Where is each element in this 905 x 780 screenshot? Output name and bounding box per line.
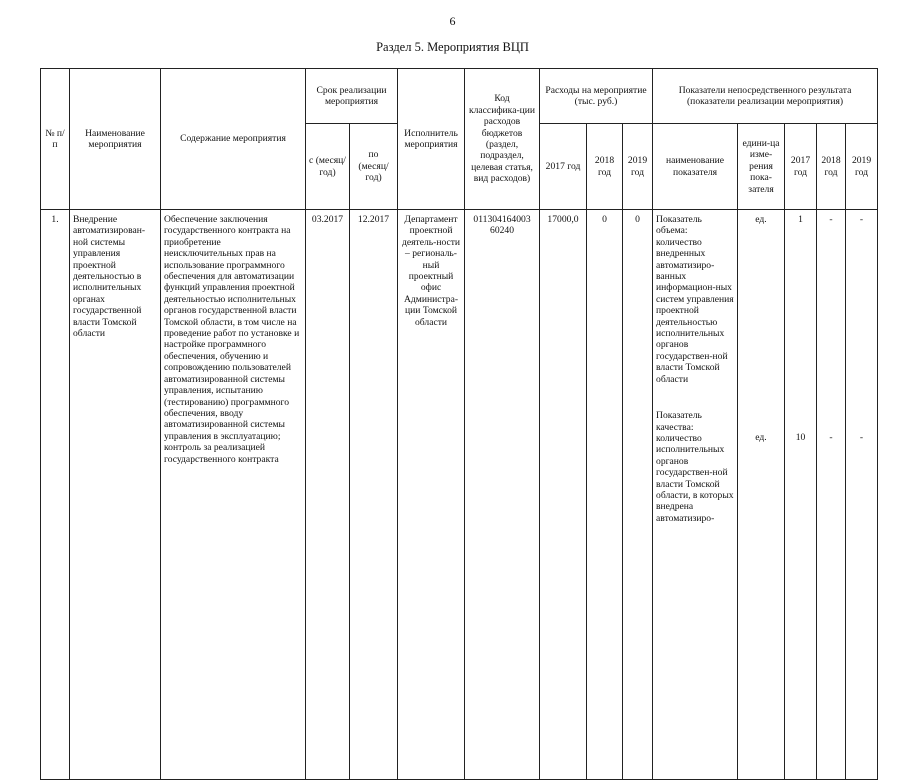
header-period-to: по (месяц/ год) bbox=[350, 124, 398, 210]
table-row bbox=[41, 210, 878, 780]
header-expenses: Расходы на мероприятие (тыс. руб.) bbox=[540, 69, 653, 124]
row-num: 1. bbox=[41, 210, 70, 780]
row-executor: Департамент проектной деятель-ности – региональ-ный проектный офис Администра-ции Томской области bbox=[398, 210, 465, 780]
section-title: Раздел 5. Мероприятия ВЦП bbox=[376, 40, 529, 54]
header-exp-2019: 2019 год bbox=[623, 124, 653, 210]
indicator-value-2018: - bbox=[829, 432, 833, 444]
row-exp-2017: 17000,0 bbox=[540, 210, 587, 780]
row-ind-2018 bbox=[817, 210, 846, 780]
header-executor: Исполнитель мероприятия bbox=[398, 69, 465, 210]
row-period-to: 12.2017 bbox=[350, 210, 398, 780]
page-number: 6 bbox=[449, 14, 456, 28]
row-exp-2018: 0 bbox=[587, 210, 623, 780]
row-exp-2019: 0 bbox=[623, 210, 653, 780]
row-ind-unit bbox=[738, 210, 785, 780]
header-name: Наименование мероприятия bbox=[70, 69, 161, 210]
row-ind-2019 bbox=[846, 210, 878, 780]
header-ind-unit: едини-ца изме-рения пока-зателя bbox=[738, 124, 785, 210]
indicator-unit: ед. bbox=[755, 214, 767, 225]
header-exp-2017: 2017 год bbox=[540, 124, 587, 210]
header-period-from: с (месяц/ год) bbox=[306, 124, 350, 210]
header-num: № п/п bbox=[41, 69, 70, 210]
header-ind-name: наименование показателя bbox=[653, 124, 738, 210]
header-ind-2019: 2019 год bbox=[846, 124, 878, 210]
indicator-value-2019: - bbox=[859, 214, 864, 225]
row-content: Обеспечение заключения государственного контракта на приобретение неисключительных прав на использование программного обеспечения для автоматизации функций управления проектной деятельностью исполнительных органов государственной власти Томской области, в том числе на проведение работ по установке и настройке программного обеспечения, обучению и сопровождению пользователей автоматизированной системы управления, испытанию (тестированию) программного обеспечения, вводу автоматизированной системы управления в эксплуатацию; контроль за реализацией государственного контракта bbox=[161, 210, 306, 780]
indicator-unit: ед. bbox=[755, 432, 767, 444]
row-name: Внедрение автоматизирован-ной системы управления проектной деятельностью в исполнительных органах государственной власти Томской области bbox=[70, 210, 161, 780]
header-indicators: Показатели непосредственного результата (показатели реализации мероприятия) bbox=[653, 69, 878, 124]
row-ind-name bbox=[653, 210, 738, 780]
row-code-line: 60240 bbox=[490, 225, 514, 237]
header-period: Срок реализации мероприятия bbox=[306, 69, 398, 124]
header-ind-2017: 2017 год bbox=[785, 124, 817, 210]
header-ind-2018: 2018 год bbox=[817, 124, 846, 210]
measures-table bbox=[40, 68, 878, 780]
header-exp-2018: 2018 год bbox=[587, 124, 623, 210]
row-code bbox=[465, 210, 540, 780]
indicator-value-2019: - bbox=[859, 432, 864, 444]
header-code: Код классифика-ции расходов бюджетов (раздел, подраздел, целевая статья, вид расходов) bbox=[465, 69, 540, 210]
indicator-value-2018: - bbox=[829, 214, 833, 225]
header-content: Содержание мероприятия bbox=[161, 69, 306, 210]
indicator-name: Показатель объема: количество внедренных автоматизиро-ванных информацион-ных систем управления проектной деятельностью исполнительных органов государствен-ной власти Томской области bbox=[656, 214, 734, 385]
indicator-name: Показатель качества: количество исполнительных органов государствен-ной власти Томской области, в которых внедрена автоматизиро- bbox=[656, 410, 734, 524]
indicator-value-2017: 1 bbox=[798, 214, 803, 225]
row-ind-2017 bbox=[785, 210, 817, 780]
row-period-from: 03.2017 bbox=[306, 210, 350, 780]
indicator-value-2017: 10 bbox=[795, 432, 806, 444]
row-code-line: 011304164003 bbox=[473, 214, 531, 225]
